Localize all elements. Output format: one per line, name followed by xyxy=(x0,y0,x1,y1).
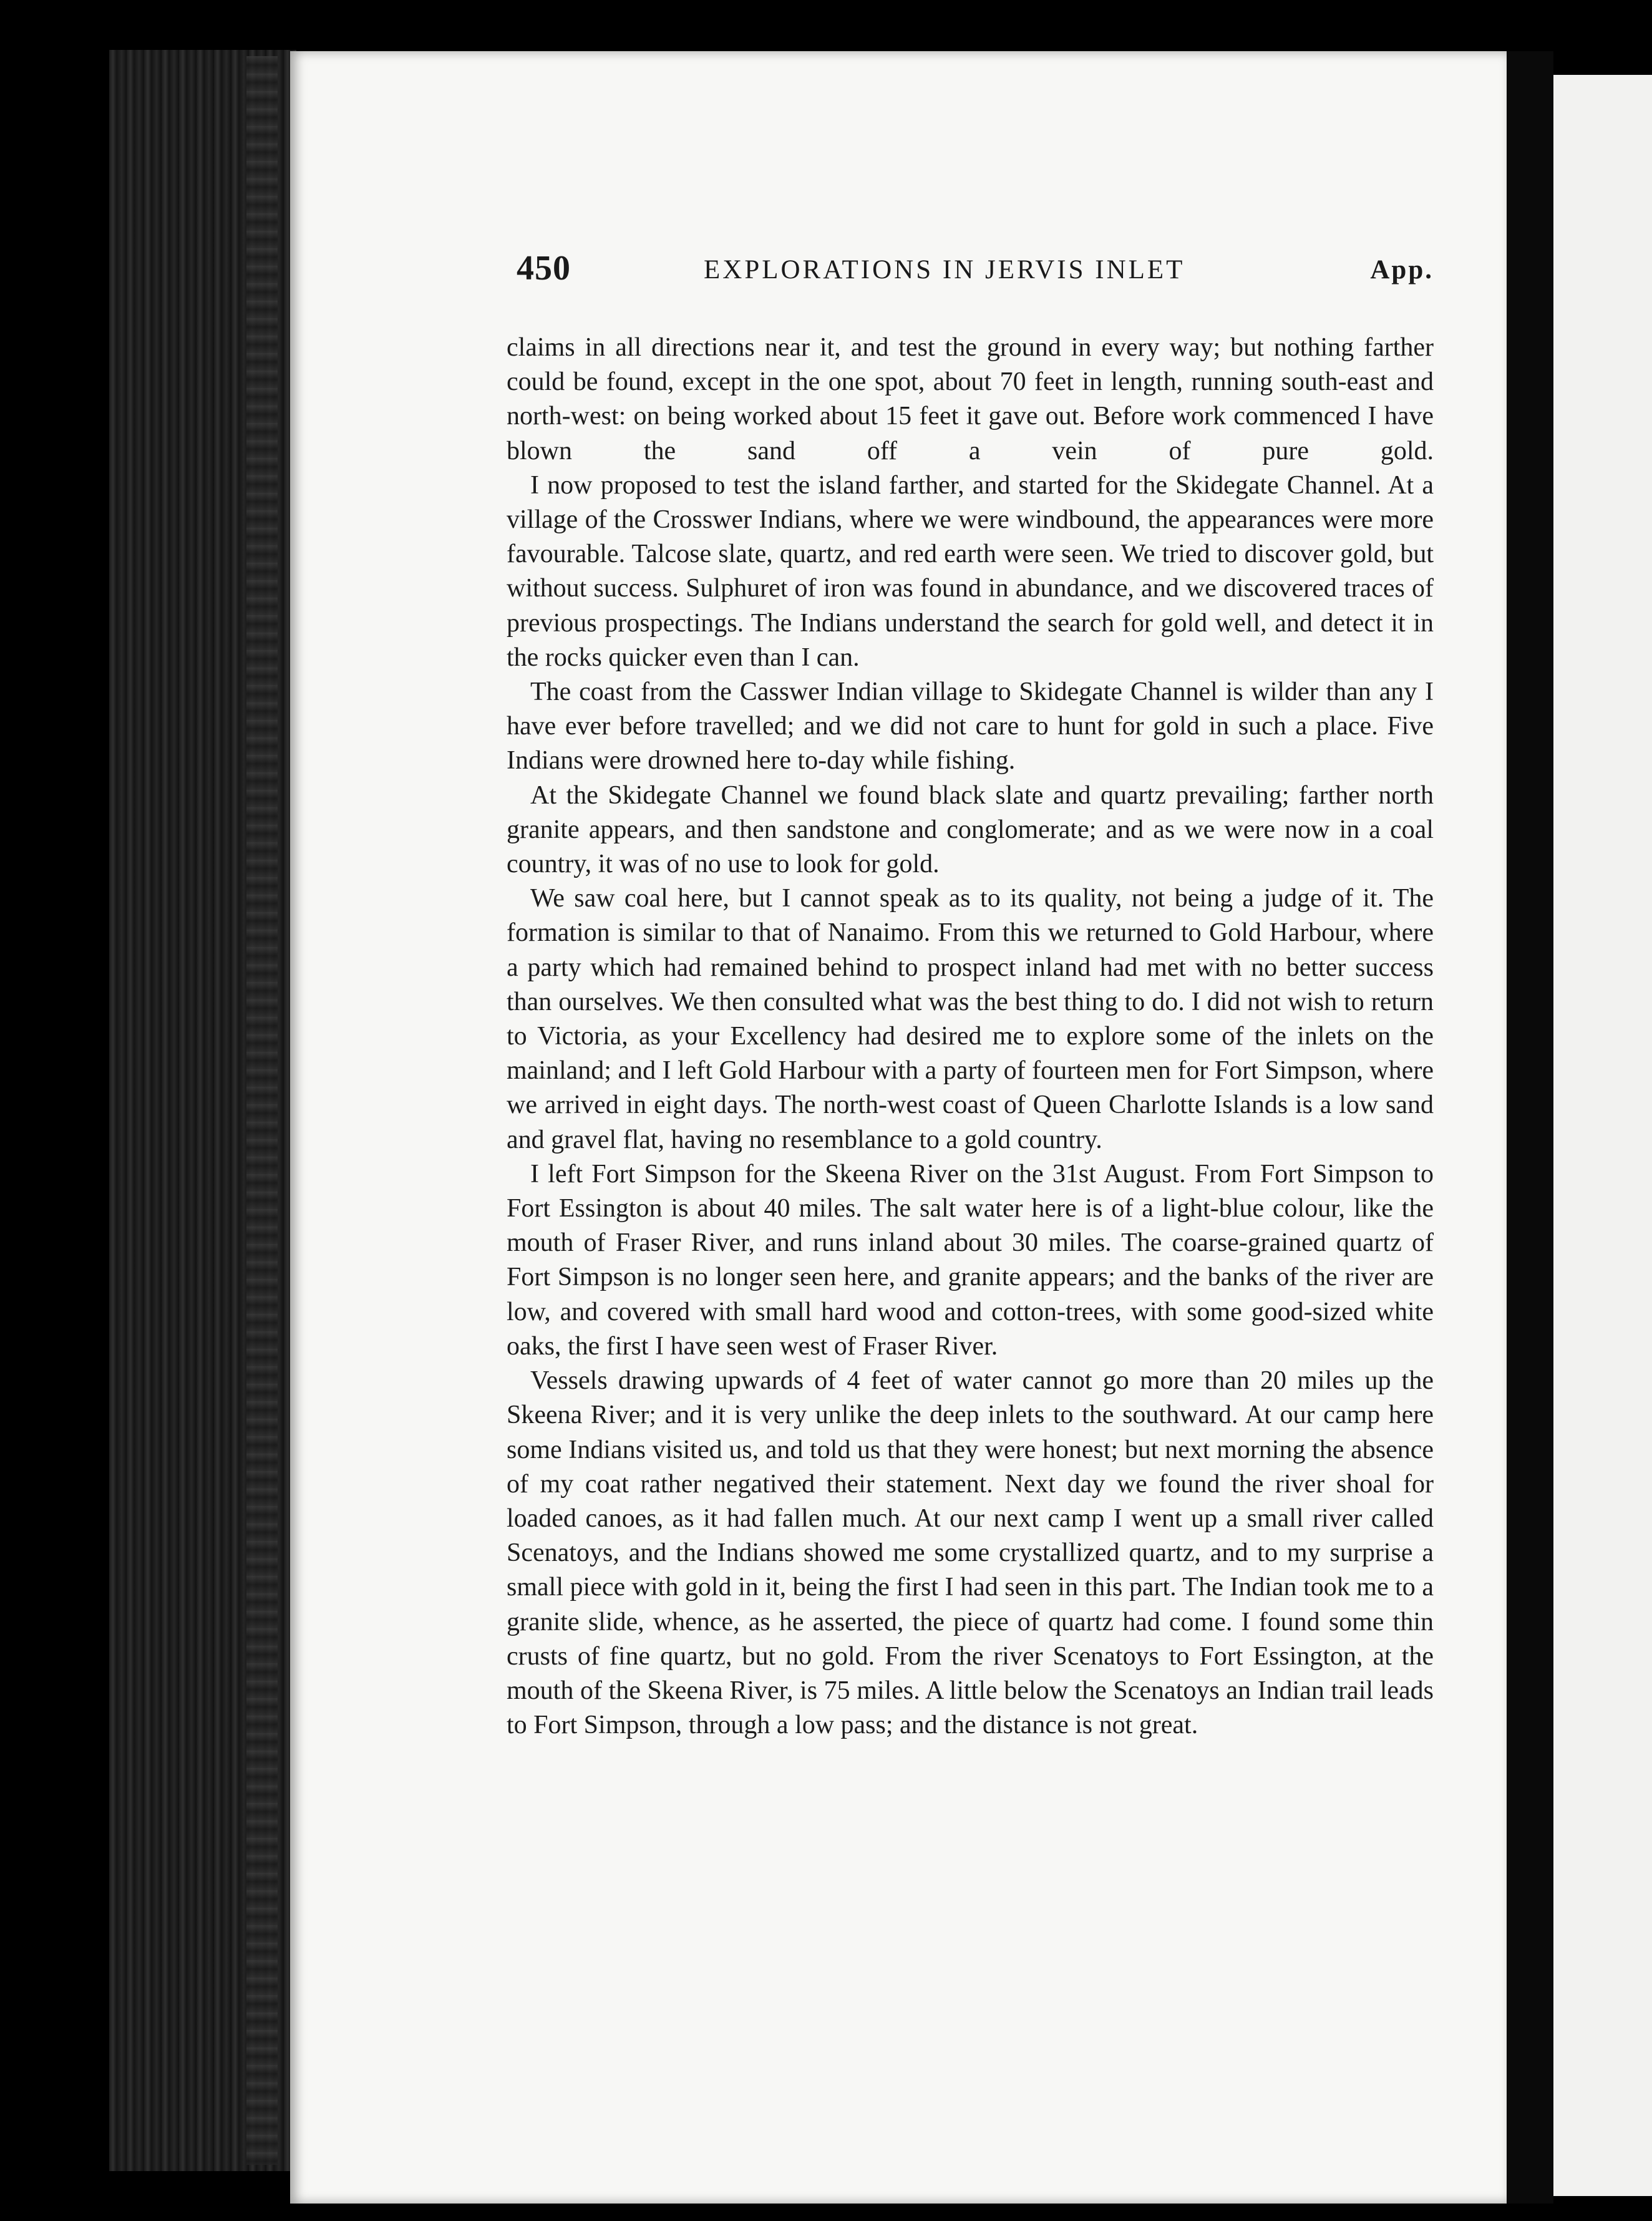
page-gutter xyxy=(1507,51,1553,2204)
paragraph: claims in all directions near it, and test the ground in every way; but nothing farther could be found, except in the one spot, about 70 feet in length, running south-east and north-west: on being worked about 15 feet it gave out. Before work commenced I have blown the sand off a vein of pure gold. xyxy=(507,333,1434,465)
paragraph: I left Fort Simpson for the Skeena River on the 31st August. From Fort Simpson to Fort Essington is about 40 miles. The salt water here is of a light-blue colour, like the mouth of Fraser River, and runs inland about 30 miles. The coarse-grained quartz of Fort Simpson is no longer seen here, and granite appears; and the banks of the river are low, and covered with small hard wood and cotton-trees, with some good-sized white oaks, the first I have seen west of Fraser River. xyxy=(507,1159,1434,1361)
next-page-edge xyxy=(1553,75,1652,2196)
body-text xyxy=(507,331,1434,1742)
running-title: EXPLORATIONS IN JERVIS INLET xyxy=(704,255,1185,284)
paragraph: Vessels drawing upwards of 4 feet of water cannot go more than 20 miles up the Skeena River; and it is very unlike the deep inlets to the southward. At our camp here some Indians visited us, and told us that they were honest; but next morning the absence of my coat rather negatived their statement. Next day we found the river shoal for loaded canoes, as it had fallen much. At our next camp I went up a small river called Scenatoys, and the Indians showed me some crystallized quartz, and to my surprise a small piece with gold in it, being the first I had seen in this part. The Indian took me to a granite slide, whence, as he asserted, the piece of quartz had come. I found some thin crusts of fine quartz, but no gold. From the river Scenatoys to Fort Essington, at the mouth of the Skeena River, is 75 miles. A little below the Scenatoys an Indian trail leads to Fort Simpson, through a low pass; and the distance is not great. xyxy=(507,1366,1434,1740)
binding-edge xyxy=(246,56,278,2165)
section-mark: App. xyxy=(1370,255,1434,284)
paragraph: The coast from the Casswer Indian village to Skidegate Channel is wilder than any I have ever before travelled; and we did not care to hunt for gold in such a place. Five Indians were drowned here to-day while fishing. xyxy=(507,678,1434,775)
paragraph: I now proposed to test the island farther, and started for the Skidegate Channel. At a village of the Crosswer Indians, where we were windbound, the appearances were more favourable. Talcose slate, quartz, and red earth were seen. We tried to discover gold, but without success. Sulphuret of iron was found in abundance, and we discovered traces of previous prospectings. The Indians understand the search for gold well, and detect it in the rocks quicker even than I can. xyxy=(507,470,1434,672)
page-number: 450 xyxy=(517,249,571,288)
paragraph: We saw coal here, but I cannot speak as to its quality, not being a judge of it. The formation is similar to that of Nanaimo. From this we returned to Gold Harbour, where a party which had remained behind to prospect inland had met with no better success than ourselves. We then consulted what was the best thing to do. I did not wish to return to Victoria, as your Excellency had desired me to explore some of the inlets on the mainland; and I left Gold Harbour with a party of fourteen men for Fort Simpson, where we arrived in eight days. The north-west coast of Queen Charlotte Islands is a low sand and gravel flat, having no resemblance to a gold country. xyxy=(507,884,1434,1154)
paragraph: At the Skidegate Channel we found black slate and quartz prevailing; farther north granite appears, and then sandstone and conglomerate; and as we were now in a coal country, it was of no use to look for gold. xyxy=(507,780,1434,879)
page-header xyxy=(517,248,1434,292)
